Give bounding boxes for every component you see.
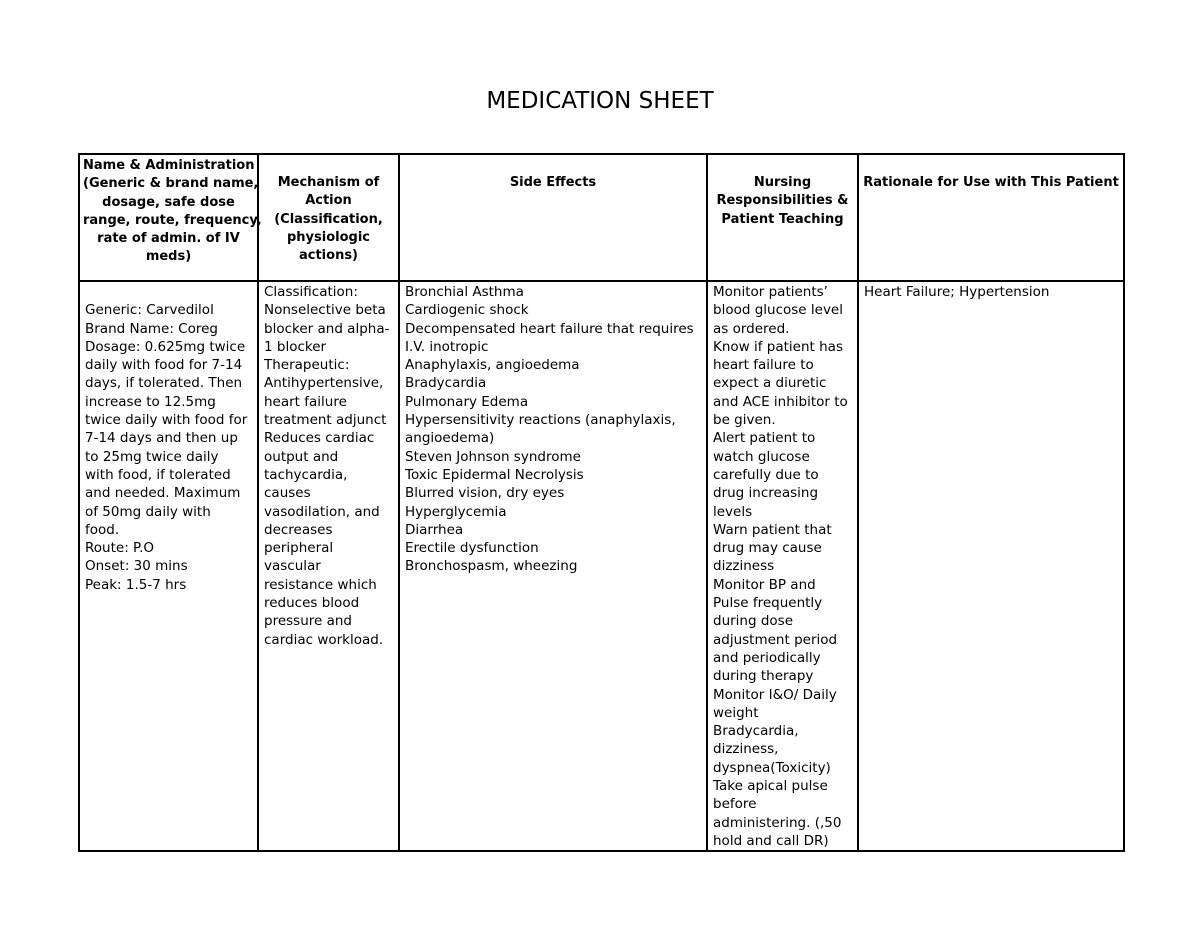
text-line: of 50mg daily with xyxy=(85,503,211,520)
text-line: Warn patient that xyxy=(713,521,832,538)
text-line: levels xyxy=(713,503,753,520)
text-line: Responsibilities & xyxy=(716,193,849,209)
text-line: Nursing xyxy=(753,175,812,190)
text-line: I.V. inotropic xyxy=(405,338,489,355)
text-line: 7-14 days and then up xyxy=(85,430,238,447)
header-side-effects xyxy=(399,154,707,281)
text-line: physiologic xyxy=(286,229,370,245)
text-line: Peak: 1.5-7 hrs xyxy=(85,576,187,593)
text-line: (Generic & brand name, xyxy=(83,176,259,192)
text-line: vascular xyxy=(264,558,321,575)
text-line: as ordered. xyxy=(713,320,790,337)
header-nursing-responsibilities xyxy=(707,154,858,281)
text-line: Hypersensitivity reactions (anaphylaxis, xyxy=(405,412,676,429)
cell-mechanism xyxy=(258,281,399,851)
text-line: blood glucose level xyxy=(713,302,843,319)
text-line: resistance which xyxy=(264,576,377,593)
text-line: Know if patient has xyxy=(713,338,843,355)
text-line: Monitor I&O/ Daily xyxy=(713,686,837,703)
text-line: Dosage: 0.625mg twice xyxy=(85,338,246,355)
text-line: watch glucose xyxy=(713,448,810,465)
text-line: rate of admin. of IV xyxy=(97,231,240,247)
text-line: Nonselective beta xyxy=(264,302,386,319)
text-line: Side Effects xyxy=(509,175,597,190)
text-line: heart failure to xyxy=(713,357,814,374)
text-line: and ACE inhibitor to xyxy=(713,393,848,410)
text-line: Bradycardia, xyxy=(713,723,799,740)
text-line: Patient Teaching xyxy=(721,211,844,227)
text-line: 1 blocker xyxy=(264,338,327,355)
text-line: twice daily with food for xyxy=(85,412,248,429)
text-line: before xyxy=(713,796,757,813)
text-line: Blurred vision, dry eyes xyxy=(405,485,565,502)
text-line: angioedema) xyxy=(405,430,495,447)
header-name-administration xyxy=(79,154,262,281)
medication-table xyxy=(78,153,1125,852)
text-line: be given. xyxy=(713,412,776,429)
text-line: dizziness xyxy=(713,558,775,575)
blank-line xyxy=(85,283,252,301)
text-line: Heart Failure; Hypertension xyxy=(864,284,1050,300)
text-line: daily with food for 7-14 xyxy=(85,357,243,374)
text-line: Route: P.O xyxy=(85,540,154,557)
text-line: meds) xyxy=(145,249,192,265)
text-line: increase to 12.5mg xyxy=(85,393,216,410)
text-line: food. xyxy=(85,521,120,538)
text-line: Action xyxy=(305,193,352,209)
text-line: and needed. Maximum xyxy=(85,485,241,502)
text-line: Rationale for Use with This Patient xyxy=(863,175,1119,190)
text-line: and periodically xyxy=(713,649,821,666)
text-line: heart failure xyxy=(264,393,347,410)
text-line: cardiac workload. xyxy=(264,631,384,648)
text-line: during therapy xyxy=(713,668,814,685)
text-line: Toxic Epidermal Necrolysis xyxy=(405,466,584,483)
text-line: Decompensated heart failure that requires xyxy=(405,320,694,337)
text-line: Pulse frequently xyxy=(713,595,823,612)
text-line: causes xyxy=(264,485,311,502)
medication-row xyxy=(79,281,1124,851)
text-line: Mechanism of xyxy=(277,175,380,190)
text-line: Hyperglycemia xyxy=(405,503,507,520)
text-line: Take apical pulse xyxy=(713,778,828,795)
header-rationale xyxy=(858,154,1124,281)
text-line: dyspnea(Toxicity) xyxy=(713,759,831,776)
text-line: treatment adjunct xyxy=(264,412,387,429)
text-line: range, route, frequency, xyxy=(83,212,262,228)
text-line: Reduces cardiac xyxy=(264,430,375,447)
text-line: Bronchospasm, wheezing xyxy=(405,558,578,575)
cell-name-administration xyxy=(79,281,258,851)
text-line: Therapeutic: xyxy=(264,357,350,374)
header-row xyxy=(79,154,1124,281)
page-title: MEDICATION SHEET xyxy=(486,88,714,114)
text-line: Generic: Carvedilol xyxy=(85,302,214,319)
text-line: Bronchial Asthma xyxy=(405,284,524,300)
text-line: Diarrhea xyxy=(405,521,464,538)
text-line: actions) xyxy=(298,248,358,264)
text-line: (Classification, xyxy=(274,211,383,227)
text-line: blocker and alpha- xyxy=(264,320,390,337)
text-line: Pulmonary Edema xyxy=(405,393,529,410)
text-line: Monitor patients’ xyxy=(713,284,828,300)
text-line: administering. (,50 xyxy=(713,814,842,831)
text-line: expect a diuretic xyxy=(713,375,827,392)
text-line: Alert patient to xyxy=(713,430,816,447)
text-line: to 25mg twice daily xyxy=(85,448,219,465)
text-line: Bradycardia xyxy=(405,375,487,392)
text-line: Anaphylaxis, angioedema xyxy=(405,357,580,374)
text-line: during dose xyxy=(713,613,794,630)
text-line: drug may cause xyxy=(713,540,822,557)
text-line: drug increasing xyxy=(713,485,819,502)
text-line: Antihypertensive, xyxy=(264,375,384,392)
text-line: hold and call DR) xyxy=(713,832,829,849)
text-line: output and xyxy=(264,448,339,465)
text-line: Brand Name: Coreg xyxy=(85,320,218,337)
text-line: Name & Administration xyxy=(83,158,255,173)
text-line: Cardiogenic shock xyxy=(405,302,529,319)
text-line: tachycardia, xyxy=(264,466,348,483)
text-line: decreases xyxy=(264,521,333,538)
text-line: adjustment period xyxy=(713,631,838,648)
text-line: reduces blood xyxy=(264,595,360,612)
text-line: vasodilation, and xyxy=(264,503,380,520)
cell-nursing xyxy=(707,281,858,851)
text-line: Erectile dysfunction xyxy=(405,540,539,557)
text-line: Classification: xyxy=(264,284,358,300)
text-line: Steven Johnson syndrome xyxy=(405,448,581,465)
text-line: dosage, safe dose xyxy=(102,194,235,210)
cell-side-effects xyxy=(399,281,707,851)
text-line: Monitor BP and xyxy=(713,576,816,593)
cell-rationale xyxy=(858,281,1124,851)
text-line: pressure and xyxy=(264,613,353,630)
text-line: Onset: 30 mins xyxy=(85,558,188,575)
text-line: dizziness, xyxy=(713,741,779,758)
text-line: peripheral xyxy=(264,540,334,557)
text-line: carefully due to xyxy=(713,466,819,483)
header-mechanism-of-action xyxy=(258,154,399,281)
text-line: with food, if tolerated xyxy=(85,466,231,483)
text-line: weight xyxy=(713,704,759,721)
text-line: days, if tolerated. Then xyxy=(85,375,243,392)
